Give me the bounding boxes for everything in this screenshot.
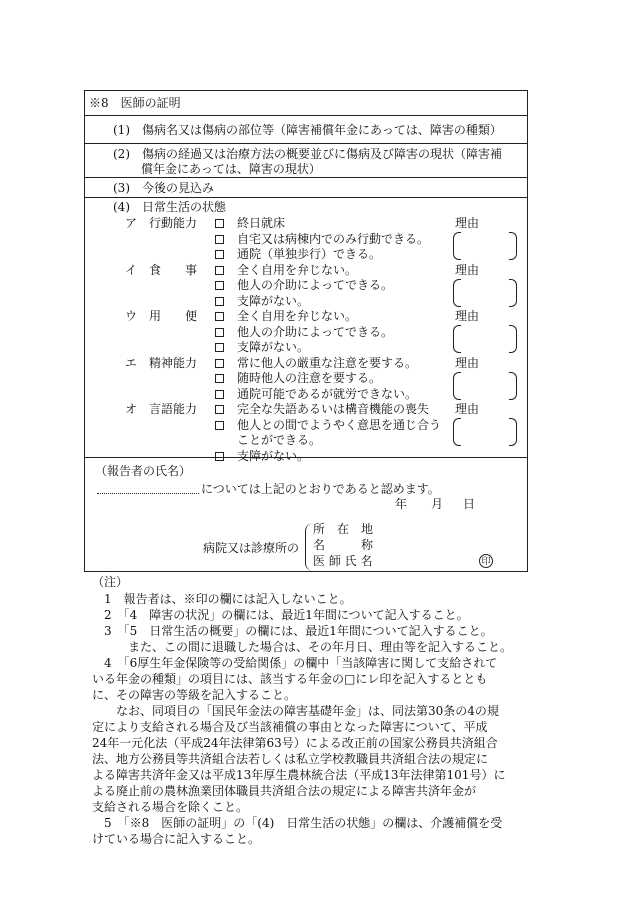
section-2-title: (2) 傷病の経過又は治療方法の概要並びに傷病及び障害の現状（障害補 (113, 147, 503, 161)
divider (85, 143, 527, 144)
reporter-label: （報告者の氏名） (95, 464, 192, 478)
option-checkbox[interactable] (215, 328, 224, 337)
option-checkbox[interactable] (215, 312, 224, 321)
doctor-name-label: 医 師 氏 名 (313, 554, 373, 568)
note-4-cont: なお、同項目の「国民年金法の障害基礎年金」は、同法第30条の4の規 (116, 704, 499, 718)
option-label: 通院（単独歩行）できる。 (237, 247, 382, 261)
category-label: イ 食 事 (125, 262, 198, 277)
address-label: 所 在 地 (313, 522, 374, 536)
reason-label: 理由 (455, 309, 480, 323)
option-label: ことができる。 (237, 433, 322, 447)
option-label: 他人の介助によってできる。 (237, 324, 394, 339)
option-label: 常に他人の厳重な注意を要する。 (237, 355, 418, 370)
reason-bracket-left (453, 232, 461, 260)
section-1-title: (1) 傷病名又は傷病の部位等（障害補償年金にあっては、障害の種類） (113, 123, 502, 137)
section-3-title: (3) 今後の見込み (113, 181, 214, 195)
note-3-cont: また、この間に退職した場合は、その年月日、理由等を記入すること。 (128, 640, 513, 654)
option-label: 終日就床 (237, 216, 286, 230)
reason-bracket-left (453, 325, 461, 353)
certification-statement: については上記のとおりであると認めます。 (201, 482, 440, 496)
note-5: 5 「※8 医師の証明」の「(4) 日常生活の状態」の欄は、介護補償を受 (104, 816, 503, 830)
option-checkbox[interactable] (215, 421, 224, 430)
doctor-certificate-form (84, 90, 528, 572)
option-checkbox[interactable] (215, 452, 224, 461)
option-label: 支障がない。 (237, 340, 310, 354)
reporter-name-field[interactable] (97, 493, 199, 494)
option-checkbox[interactable] (215, 297, 224, 306)
divider (85, 115, 527, 116)
reason-bracket-right (509, 372, 517, 400)
section-4-title: (4) 日常生活の状態 (113, 200, 226, 214)
reason-bracket-right (509, 418, 517, 446)
option-checkbox[interactable] (215, 281, 224, 290)
option-label: 支障がない。 (237, 293, 310, 308)
option-checkbox[interactable] (215, 374, 224, 383)
note-4: 4 「6厚生年金保険等の受給関係」の欄中「当該障害に関して支給されて (104, 656, 498, 670)
category-label: オ 言語能力 (125, 402, 198, 416)
note-3: 3 「5 日常生活の概要」の欄には、最近1年間について記入すること。 (104, 624, 493, 638)
reason-label: 理由 (455, 262, 480, 277)
section-2-title-cont: 償年金にあっては、障害の現状） (141, 162, 321, 176)
option-checkbox[interactable] (215, 343, 224, 352)
category-label: ア 行動能力 (125, 216, 198, 230)
reason-label: 理由 (455, 402, 480, 416)
reason-bracket-left (453, 279, 461, 307)
divider (85, 197, 527, 198)
note-2: 2 「4 障害の状況」の欄には、最近1年間について記入すること。 (104, 608, 469, 622)
option-label: 支障がない。 (237, 448, 310, 463)
note-4-cont: いる年金の種類」の項目には、該当する年金の□にレ印を記入するととも (92, 672, 488, 686)
note-4-cont: 24年一元化法（平成24年法律第63号）による改正前の国家公務員共済組合 (92, 736, 498, 750)
note-5-cont: けている場合に記入すること。 (92, 832, 261, 846)
notes-heading: （注） (92, 575, 129, 589)
note-4-cont: 法、地方公務員等共済組合法若しくは私立学校教職員共済組合法の規定に (92, 752, 489, 766)
option-checkbox[interactable] (215, 266, 224, 275)
month-label: 月 (431, 497, 444, 511)
option-label: 他人との間でようやく意思を通じ合う (237, 417, 442, 432)
year-label: 年 (395, 497, 408, 511)
category-label: エ 精神能力 (125, 355, 198, 370)
seal-mark: 印 (479, 554, 493, 568)
reason-label: 理由 (455, 355, 480, 370)
section-8-title: ※8 医師の証明 (89, 96, 181, 110)
option-checkbox[interactable] (215, 235, 224, 244)
note-4-cont: よる障害共済年金又は平成13年厚生農林統合法（平成13年法律第101号）に (92, 768, 506, 782)
divider (85, 177, 527, 178)
option-label: 全く自用を弁じない。 (237, 262, 358, 277)
note-4-cont: よる廃止前の農林漁業団体職員共済組合法の規定による障害共済年金が (92, 784, 477, 798)
note-4-cont: に、その障害の等級を記入すること。 (92, 688, 297, 702)
option-label: 全く自用を弁じない。 (237, 309, 358, 323)
note-1: 1 報告者は、※印の欄には記入しないこと。 (104, 592, 352, 606)
reason-bracket-left (453, 372, 461, 400)
note-4-cont: 支給される場合を除くこと。 (92, 800, 249, 814)
option-checkbox[interactable] (215, 250, 224, 259)
option-label: 完全な失語あるいは構音機能の喪失 (237, 402, 430, 416)
note-4-cont: 定により支給される場合及び当該補償の事由となった障害について、平成 (92, 720, 488, 734)
option-checkbox[interactable] (215, 359, 224, 368)
option-label: 他人の介助によってできる。 (237, 278, 394, 292)
option-checkbox[interactable] (215, 405, 224, 414)
option-label: 自宅又は病棟内でのみ行動できる。 (237, 231, 430, 246)
option-checkbox[interactable] (215, 390, 224, 399)
hospital-label: 病院又は診療所の (203, 541, 300, 555)
category-label: ウ 用 便 (125, 309, 198, 323)
option-label: 随時他人の注意を要する。 (237, 371, 382, 385)
option-label: 通院可能であるが就労できない。 (237, 386, 418, 401)
reason-bracket-left (453, 418, 461, 446)
day-label: 日 (463, 497, 476, 511)
facility-name-label: 名 称 (313, 538, 374, 552)
option-checkbox[interactable] (215, 219, 224, 228)
reason-bracket-right (509, 279, 517, 307)
reason-bracket-right (509, 325, 517, 353)
reason-bracket-right (509, 232, 517, 260)
reason-label: 理由 (455, 216, 480, 230)
